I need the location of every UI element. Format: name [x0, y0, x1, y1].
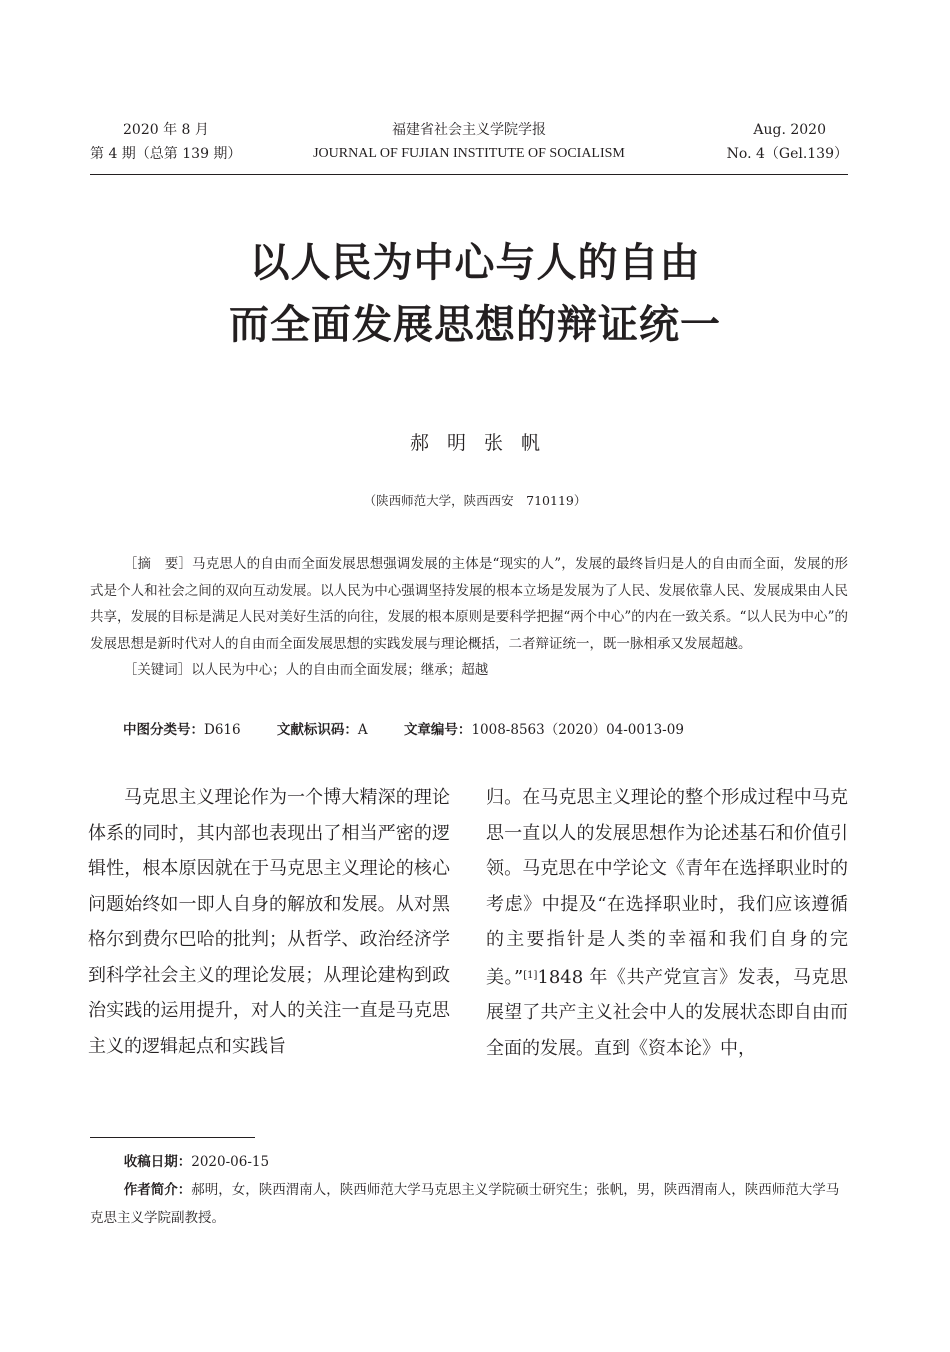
article-number-value: 1008-8563（2020）04-0013-09	[471, 722, 684, 738]
keywords-text: 以人民为中心；人的自由而全面发展；继承；超越	[191, 662, 489, 678]
body-text-part-a: 归。在马克思主义理论的整个形成过程中马克思一直以人的发展思想作为论述基石和价值引领。马克思在中学论文《青年在选择职业时的考虑》中提及“在选择职业时，我们应该遵循的主要指针是人类的幸福和我们自身的完美。”	[486, 787, 848, 988]
journal-name-en: JOURNAL OF FUJIAN INSTITUTE OF SOCIALISM	[313, 146, 625, 161]
header-date-cn: 2020 年 8 月	[123, 122, 209, 138]
author-bio	[90, 1176, 848, 1232]
author-names: 郝明张帆	[409, 432, 558, 454]
header-date-en: Aug. 2020	[753, 122, 826, 138]
body-column-right	[486, 780, 848, 1066]
body-paragraph-1: 马克思主义理论作为一个博大精深的理论体系的同时，其内部也表现出了相当严密的逻辑性，根本原因就在于马克思主义理论的核心问题始终如一即人自身的解放和发展。从对黑格尔到费尔巴哈的批判；从哲学、政治经济学到科学社会主义的理论发展；从理论建构到政治实践的运用提升，对人的关注一直是马克思主义的逻辑起点和实践旨	[88, 787, 450, 1057]
citation-reference[interactable]: [1]	[523, 969, 538, 981]
article-number-label: 文章编号：	[403, 722, 472, 738]
clc-value: D616	[204, 722, 241, 738]
abstract-block	[90, 551, 848, 684]
keywords-label: ［关键词］	[123, 662, 192, 678]
document-code	[277, 722, 368, 738]
article-title	[0, 232, 950, 356]
doc-code-value: A	[357, 722, 368, 738]
header-issue-en	[727, 118, 848, 166]
author-affiliation: （陕西师范大学，陕西西安 710119）	[363, 493, 587, 508]
received-date	[90, 1148, 848, 1176]
journal-name-cn: 福建省社会主义学院学报	[392, 122, 546, 138]
received-label: 收稿日期：	[123, 1154, 192, 1170]
clc-number	[123, 722, 241, 738]
body-text-part-b: 1848 年《共产党宣言》发表，马克思展望了共产主义社会中人的发展状态即自由而全面的发展。直到《资本论》中，	[486, 966, 849, 1059]
header-number-en: No. 4（Gel.139）	[726, 146, 848, 162]
classification-line	[90, 718, 848, 742]
header-issue-cn: 第 4 期（总第 139 期）	[90, 146, 242, 162]
clc-label: 中图分类号：	[123, 722, 204, 738]
footnote-block	[90, 1148, 848, 1232]
doc-code-label: 文献标识码：	[276, 722, 358, 738]
footnote-divider	[90, 1137, 255, 1138]
abstract-text: 马克思人的自由而全面发展思想强调发展的主体是“现实的人”，发展的最终旨归是人的自由而全面，发展的形式是个人和社会之间的双向互动发展。以人民为中心强调坚持发展的根本立场是发展为了人民、发展依靠人民、发展成果由人民共享，发展的目标是满足人民对美好生活的向往，发展的根本原则是要科学把握“两个中心”的内在一致关系。“以人民为中心”的发展思想是新时代对人的自由而全面发展思想的实践发展与理论概括，二者辩证统一，既一脉相承又发展超越。	[90, 556, 848, 652]
article-number	[404, 722, 684, 738]
received-value: 2020-06-15	[191, 1154, 270, 1170]
abstract-label: ［摘 要］	[123, 556, 193, 572]
body-column-left	[88, 780, 450, 1064]
running-header	[90, 118, 848, 175]
body-paragraph-1-continued	[486, 780, 848, 1066]
author-bio-text: 郝明，女，陕西渭南人，陕西师范大学马克思主义学院硕士研究生；张帆，男，陕西渭南人，陕西师范大学马克思主义学院副教授。	[90, 1182, 840, 1226]
abstract-paragraph	[90, 551, 848, 657]
title-line-2: 而全面发展思想的辩证统一	[229, 302, 721, 348]
keywords-paragraph	[90, 657, 848, 684]
author-bio-label: 作者简介：	[123, 1182, 192, 1198]
title-line-1: 以人民为中心与人的自由	[249, 240, 701, 286]
